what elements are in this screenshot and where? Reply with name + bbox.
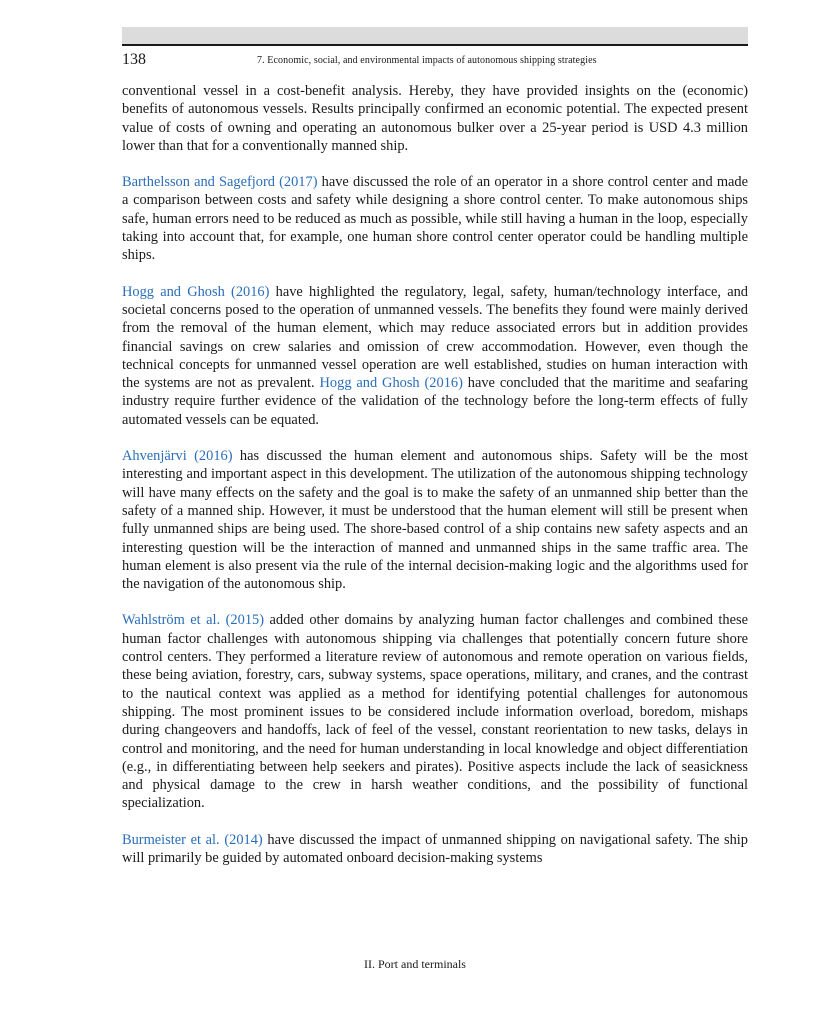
paragraph-text: have discussed the role of an operator in a shore control center and made a comparison between costs and safety while designing a shore control center. To make autonomous ships safe, human errors need to be reduced as much as possible, while still having a human in the loop, especially taking into account that, for example, one human shore control center operator could be handling multiple ships. (122, 174, 748, 264)
header-rule (122, 44, 748, 46)
running-head: 7. Economic, social, and environmental impacts of autonomous shipping strategies (257, 55, 597, 66)
header-band (122, 27, 748, 44)
citation-link[interactable]: Hogg and Ghosh (2016) (122, 283, 270, 300)
paragraph-2 (122, 173, 748, 264)
paragraph-text: have highlighted the regulatory, legal, safety, human/technology interface, and societal concerns posed to the operation of unmanned vessels. The benefits they found were mainly derived from the removal of the human element, which may reduce associated errors but in addition provides financial savings on crew salaries and omission of crew accommodation. However, even though the technical concepts for unmanned vessel operation are well established, studies on human interaction with the systems are not as prevalent. (122, 283, 748, 392)
paragraph-text: conventional vessel in a cost-benefit analysis. Hereby, they have provided insights on the (economic) benefits of autonomous vessels. Results principally confirmed an economic potential. The expected present value of costs of owning and operating an autonomous bulker over a 25-year period is USD 4.3 million lower than that for a conventionally manned ship. (122, 83, 748, 154)
paragraph-text: has discussed the human element and autonomous ships. Safety will be the most interesting and important aspect in this development. The utilization of the autonomous shipping technology will have many effects on the safety and the goal is to make the safety of an unmanned ship better than the safety of a manned ship. However, it must be understood that the human element will still be present when fully unmanned ships are being used. The shore-based control of a ship contains new safety aspects and an interesting question will be the interaction of manned and unmanned ships in the same traffic area. The human element is also present via the rule of the internal decision-making logic and the algorithms used for the navigation of the autonomous ship. (122, 448, 748, 593)
paragraph-text: have concluded that the maritime and seafaring industry require further evidence of the validation of the technology before the long-term effects of fully automated vessels can be equated. (122, 375, 748, 428)
citation-link[interactable]: Burmeister et al. (2014) (122, 831, 263, 848)
paragraph-6 (122, 831, 748, 868)
paragraph-3 (122, 283, 748, 429)
paragraph-5 (122, 611, 748, 812)
paragraph-1 (122, 82, 748, 155)
footer-part-label: II. Port and terminals (364, 957, 466, 971)
citation-link[interactable]: Barthelsson and Sagefjord (2017) (122, 174, 318, 191)
paragraph-4 (122, 447, 748, 593)
page-number: 138 (122, 51, 146, 68)
body-text (122, 82, 748, 885)
citation-link[interactable]: Hogg and Ghosh (2016) (319, 375, 463, 392)
citation-link[interactable]: Wahlström et al. (2015) (122, 612, 264, 629)
paragraph-text: have discussed the impact of unmanned shipping on navigational safety. The ship will primarily be guided by automated onboard decision-making systems (122, 831, 748, 866)
citation-link[interactable]: Ahvenjärvi (2016) (122, 448, 233, 465)
paragraph-text: added other domains by analyzing human factor challenges and combined these human factor challenges with autonomous shipping via challenges that potentially concern future shore control centers. They performed a literature review of autonomous and remote operation on various fields, these being aviation, forestry, cars, subway systems, space operations, military, and cranes, and the contrast to the nautical context was applied as a method for identifying potential challenges for autonomous shipping. The most prominent issues to be considered include information overload, boredom, mishaps during changeovers and handoffs, lack of feel of the vessel, constant reorientation to new tasks, delays in control and monitoring, and the need for human understanding in local knowledge and object differentiation (e.g., in differentiating between help seekers and pirates). Positive aspects include the lack of seasickness and physical damage to the crew in harsh weather conditions, and the possibility of functional specialization. (122, 612, 748, 812)
